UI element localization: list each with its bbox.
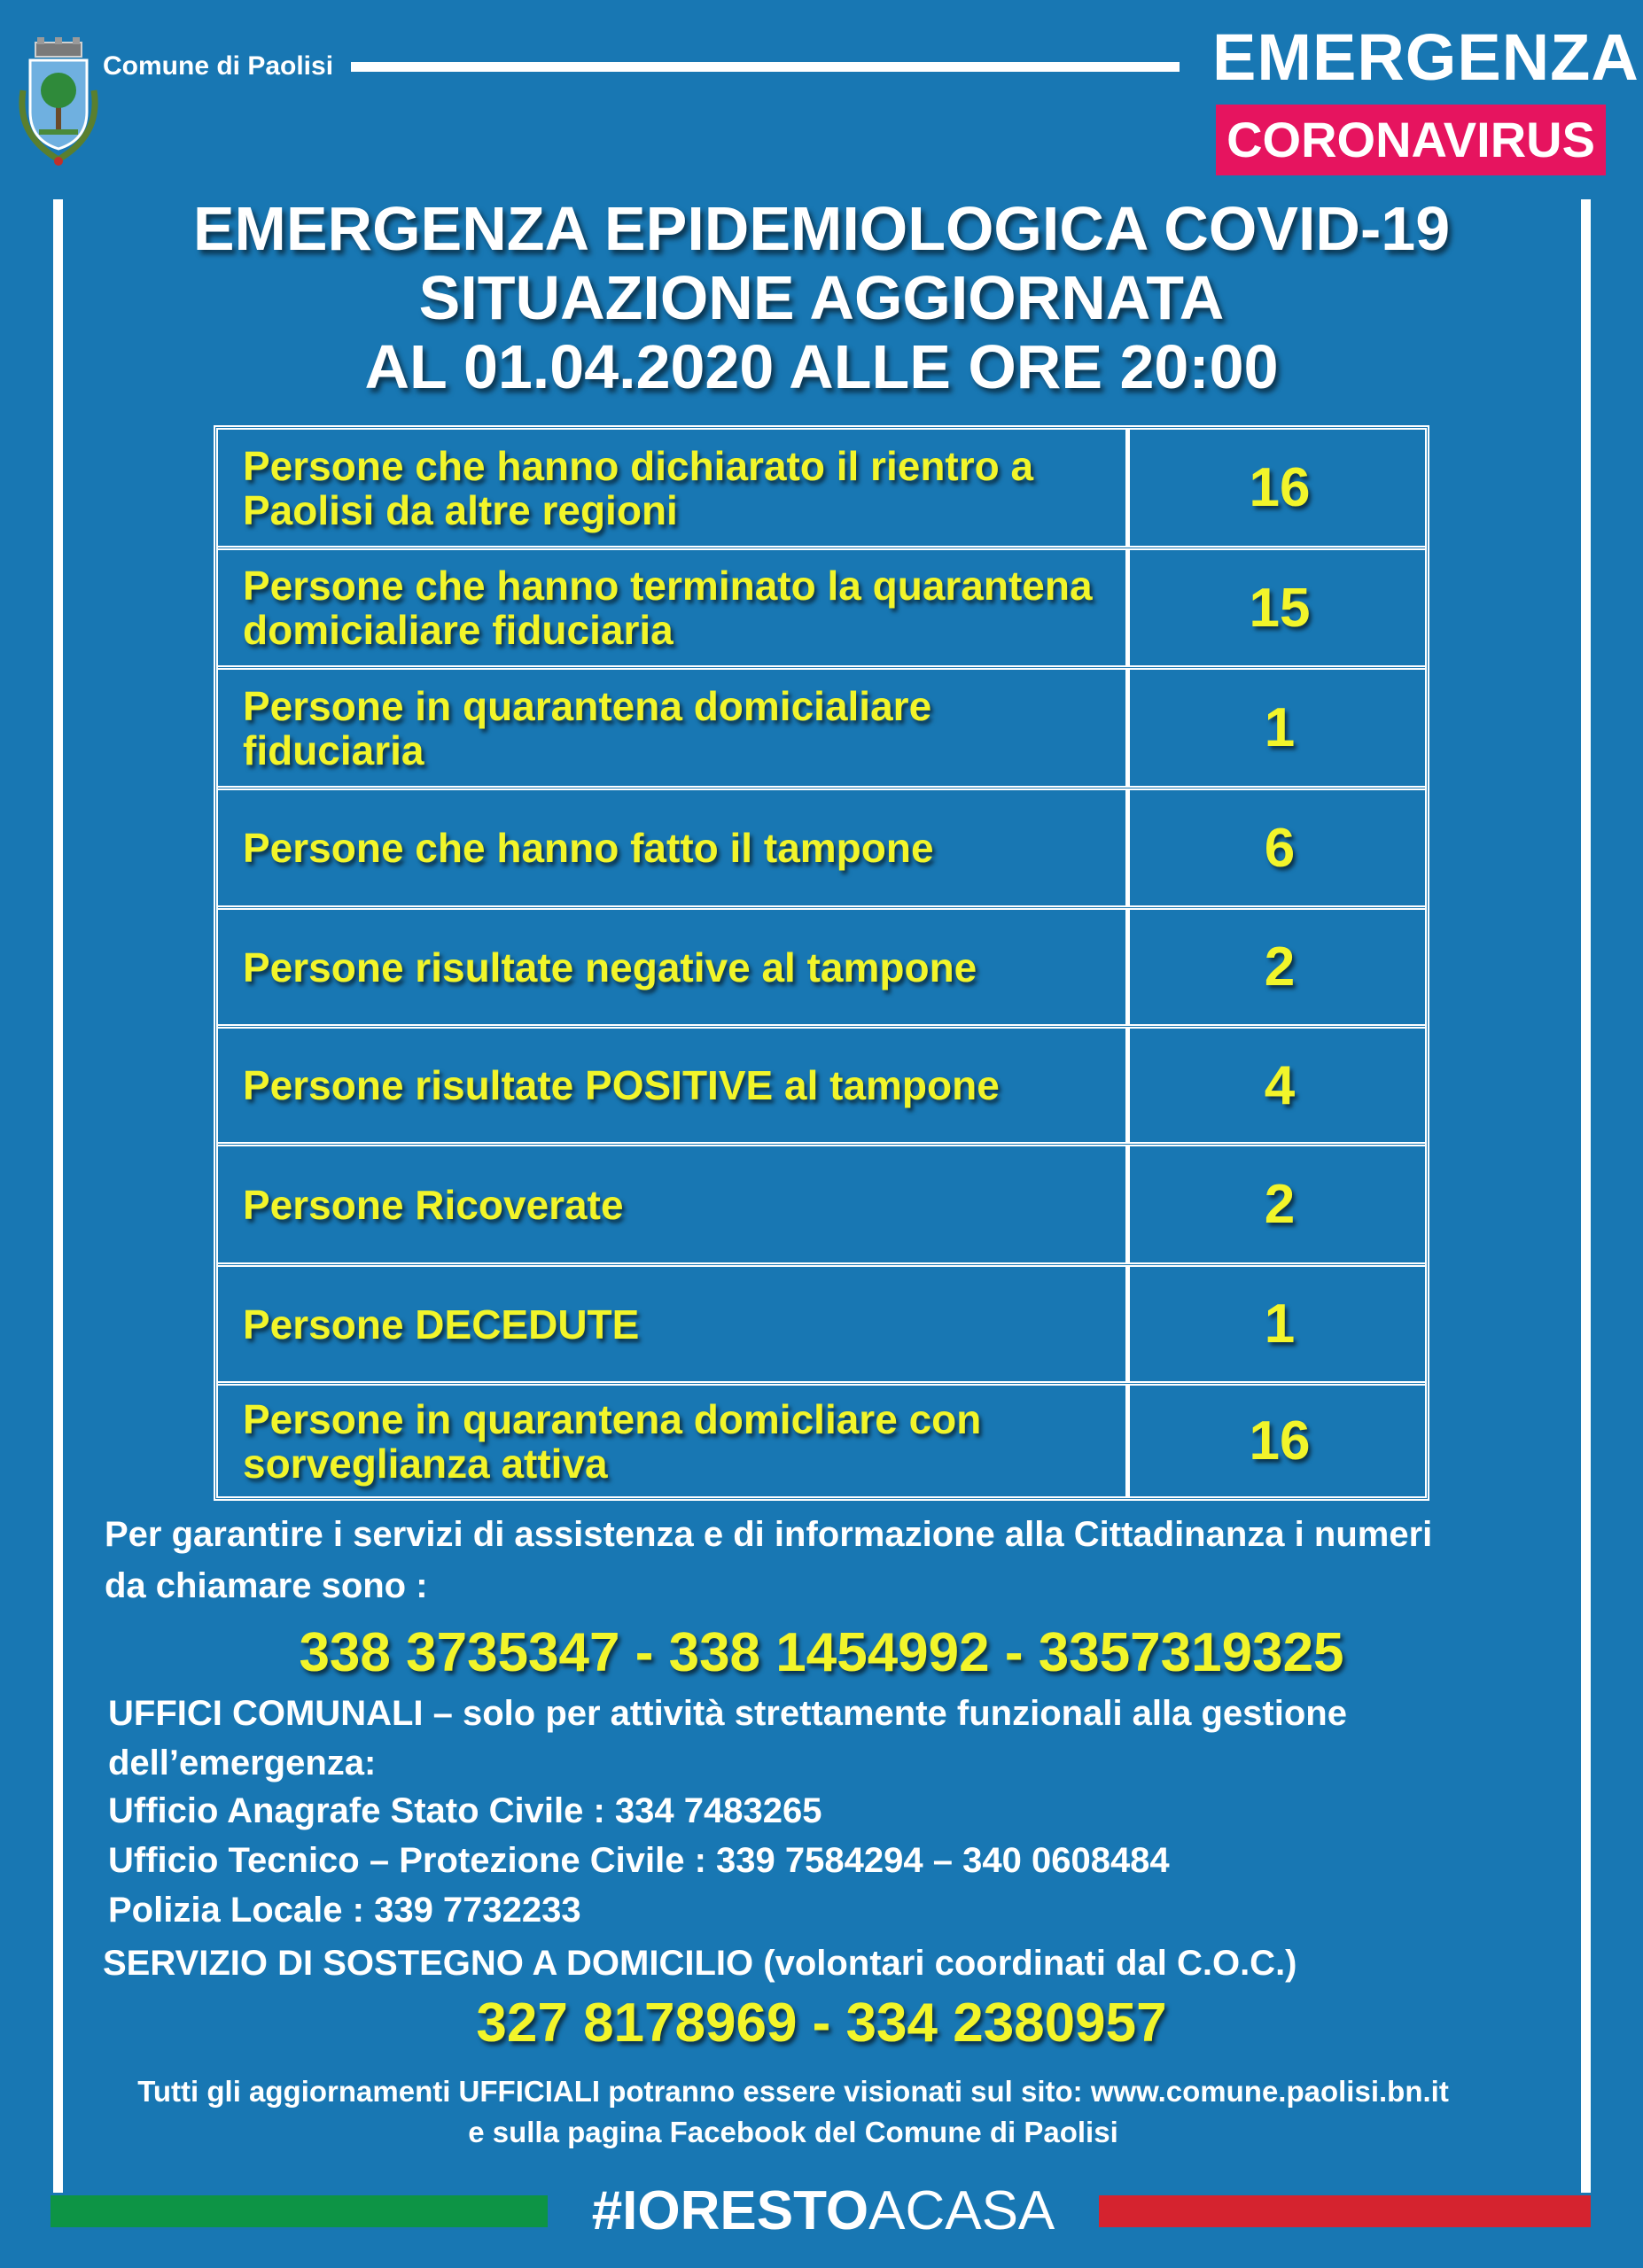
title-line-2: SITUAZIONE AGGIORNATA [418,263,1225,332]
row-label: Persone in quarantena domicialiare fiduciaria [243,682,932,773]
table-row [218,1029,1425,1146]
table-row [218,1386,1425,1496]
row-label: Persone che hanno fatto il tampone [243,825,934,871]
row-label: Persone che hanno dichiarato il rientro a Paolisi da altre regioni [243,442,1034,533]
table-row [218,1146,1425,1267]
stats-table [214,425,1429,1501]
row-value: 6 [1264,817,1296,879]
uffici-line-2: dell’emergenza: [108,1744,377,1783]
table-row [218,430,1425,550]
row-value: 4 [1264,1054,1296,1116]
frame-left-border [53,199,63,2193]
row-value: 1 [1264,697,1296,758]
row-label: Persone risultate negative al tampone [243,944,977,990]
coronavirus-badge-text: CORONAVIRUS [1226,112,1595,167]
ufficio-anagrafe: Ufficio Anagrafe Stato Civile : 334 7483265 [108,1791,822,1830]
info-intro-line-1: Per garantire i servizi di assistenza e di informazione alla Cittadinanza i numeri [105,1515,1433,1554]
hashtag-bold-part: #IORESTO [591,2180,869,2241]
title-line-1: EMERGENZA EPIDEMIOLOGICA COVID-19 [192,194,1451,263]
row-label: Persone DECEDUTE [243,1301,640,1348]
italian-flag-red-bar [1099,2195,1591,2227]
uffici-line-1: UFFICI COMUNALI – solo per attività strettamente funzionali alla gestione [108,1694,1347,1733]
polizia-locale: Polizia Locale : 339 7732233 [108,1891,581,1930]
table-row [218,910,1425,1029]
row-value: 2 [1264,936,1296,998]
row-value: 2 [1264,1174,1296,1235]
iorestoacasa-hashtag [548,2179,1099,2242]
italian-flag-green-bar [51,2195,548,2227]
sostegno-phone-numbers: 327 8178969 - 334 2380957 [476,1992,1167,2054]
row-label: Persone risultate POSITIVE al tampone [243,1062,1000,1108]
row-value: 1 [1264,1293,1296,1355]
table-row [218,670,1425,790]
footnote-line-2: e sulla pagina Facebook del Comune di Paolisi [468,2116,1118,2148]
footnote-line-1: Tutti gli aggiornamenti UFFICIALI potranno essere visionati sul sito: www.comune.paolisi.bn.it [137,2075,1449,2108]
row-value: 15 [1249,577,1311,639]
row-value: 16 [1249,1410,1311,1472]
table-row [218,1267,1425,1386]
frame-right-border [1581,199,1591,2193]
row-label: Persone che hanno terminato la quarantena domicialiare fiduciaria [243,563,1093,653]
info-intro-line-2: da chiamare sono : [105,1566,428,1605]
row-label: Persone in quarantena domicliare con sorveglianza attiva [243,1395,982,1487]
row-value: 16 [1249,457,1311,518]
row-label: Persone Ricoverate [243,1181,624,1228]
header-divider [351,62,1180,72]
comune-name: Comune di Paolisi [103,51,334,81]
municipal-crest-logo [11,37,106,170]
hashtag-light-part: ACASA [868,2180,1055,2241]
servizio-sostegno: SERVIZIO DI SOSTEGNO A DOMICILIO (volontari coordinati dal C.O.C.) [103,1944,1297,1983]
table-row [218,790,1425,910]
main-phone-numbers: 338 3735347 - 338 1454992 - 3357319325 [299,1622,1344,1683]
title-line-3: AL 01.04.2020 ALLE ORE 20:00 [364,332,1279,401]
ufficio-tecnico: Ufficio Tecnico – Protezione Civile : 339 7584294 – 340 0608484 [108,1841,1170,1880]
emergency-heading: EMERGENZA [1212,20,1639,94]
table-row [218,550,1425,670]
